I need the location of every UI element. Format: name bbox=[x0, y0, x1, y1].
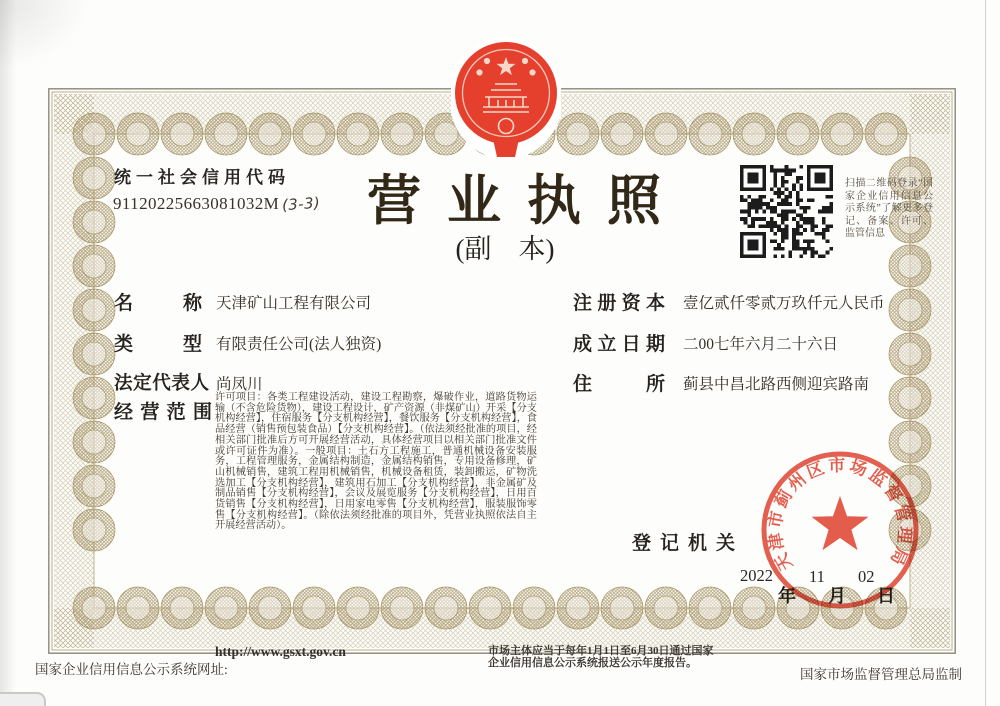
seal-text: 天津市蓟州区市场监督管理局 bbox=[765, 455, 915, 574]
scan-corner-shadow bbox=[0, 0, 90, 70]
field-value-establish-date: 二00七年六月二十六日 bbox=[683, 336, 839, 353]
scan-edge-shadow bbox=[0, 0, 16, 706]
credit-code-handwritten-annotation: (3-3) bbox=[281, 193, 321, 215]
qr-code bbox=[740, 165, 833, 258]
field-value-type: 有限责任公司(法人独资) bbox=[216, 336, 382, 353]
date-month: 11 bbox=[809, 567, 825, 586]
field-label-type: 类型 bbox=[114, 334, 202, 355]
field-label-address: 住所 bbox=[573, 374, 665, 395]
date-year: 2022 bbox=[740, 566, 773, 585]
credit-code-number: 91120225663081032M bbox=[113, 194, 280, 213]
credit-code-value bbox=[113, 194, 320, 214]
field-value-registered-capital: 壹亿贰仟零贰万玖仟元人民币 bbox=[683, 295, 885, 312]
scan-artifact bbox=[0, 692, 46, 706]
date-day-unit: 日 bbox=[877, 586, 895, 606]
issuing-authority: 国家市场监督管理总局监制 bbox=[800, 667, 962, 682]
annual-report-notice-line1: 市场主体应当于每年1月1日至6月30日通过国家 bbox=[488, 645, 714, 657]
field-label-establish-date: 成立日期 bbox=[573, 334, 665, 355]
field-label-business-scope: 经营范围 bbox=[114, 402, 212, 423]
field-label-registered-capital: 注册资本 bbox=[573, 293, 665, 314]
gsxt-website-url: http://www.gsxt.gov.cn bbox=[215, 644, 346, 659]
field-label-name: 名称 bbox=[114, 293, 202, 314]
national-emblem bbox=[451, 36, 561, 160]
registrar-label: 登记机关 bbox=[632, 533, 745, 554]
document-subtitle: (副 本) bbox=[455, 234, 555, 264]
date-day: 02 bbox=[858, 567, 875, 586]
date-year-unit: 年 bbox=[778, 586, 796, 606]
gsxt-website-label: 国家企业信用信息公示系统网址: bbox=[35, 662, 228, 677]
field-value-name: 天津矿山工程有限公司 bbox=[216, 295, 372, 312]
emblem-ribbon bbox=[493, 139, 519, 157]
credit-code-label: 统一社会信用代码 bbox=[114, 168, 290, 187]
scan-edge-line bbox=[985, 0, 986, 706]
date-month-unit: 月 bbox=[828, 586, 846, 606]
seal-star bbox=[812, 496, 869, 550]
annual-report-notice-line2: 企业信用信息公示系统报送公示年度报告。 bbox=[488, 657, 697, 669]
field-value-address: 蓟县中昌北路西侧迎宾路南 bbox=[683, 376, 870, 393]
field-value-business-scope: 许可项目：各类工程建设活动，建设工程勘察，爆破作业，道路货物运输（不含危险货物），建设工程设计，矿产资源（非煤矿山）开采【分支机构经营】，住宿服务【分支机构经营】，餐饮服务【分支机构经营】，食品经营（销售预包装食品）【分支机构经营】。（依法须经批准的项目，经相关部门批准后方可开展经营活动，具体经营项目以相关部门批准文件或许可证件为准）。一般项目：土石方工程施工，普通机械设备安装服务，工程管理服务，金属结构制造，金属结构销售，专用设备修理，矿山机械销售，建筑工程用机械销售，机械设备租赁，装卸搬运，矿物洗选加工【分支机构经营】，建筑用石加工【分支机构经营】，非金属矿及制品销售【分支机构经营】，会议及展览服务【分支机构经营】，日用百货销售【分支机构经营】，日用家电零售【分支机构经营】，服装服饰零售【分支机构经营】。（除依法须经批准的项目外，凭营业执照依法自主开展经营活动）。 bbox=[215, 392, 537, 532]
document-title: 营业执照 bbox=[367, 171, 687, 231]
qr-caption: 扫描二维码登录“国家企业信用信息公示系统”了解更多登记、备案、许可、监管信息 bbox=[845, 178, 933, 239]
field-value-legal-representative: 尚凤川 bbox=[216, 376, 263, 393]
field-label-legal-representative: 法定代表人 bbox=[114, 372, 209, 393]
